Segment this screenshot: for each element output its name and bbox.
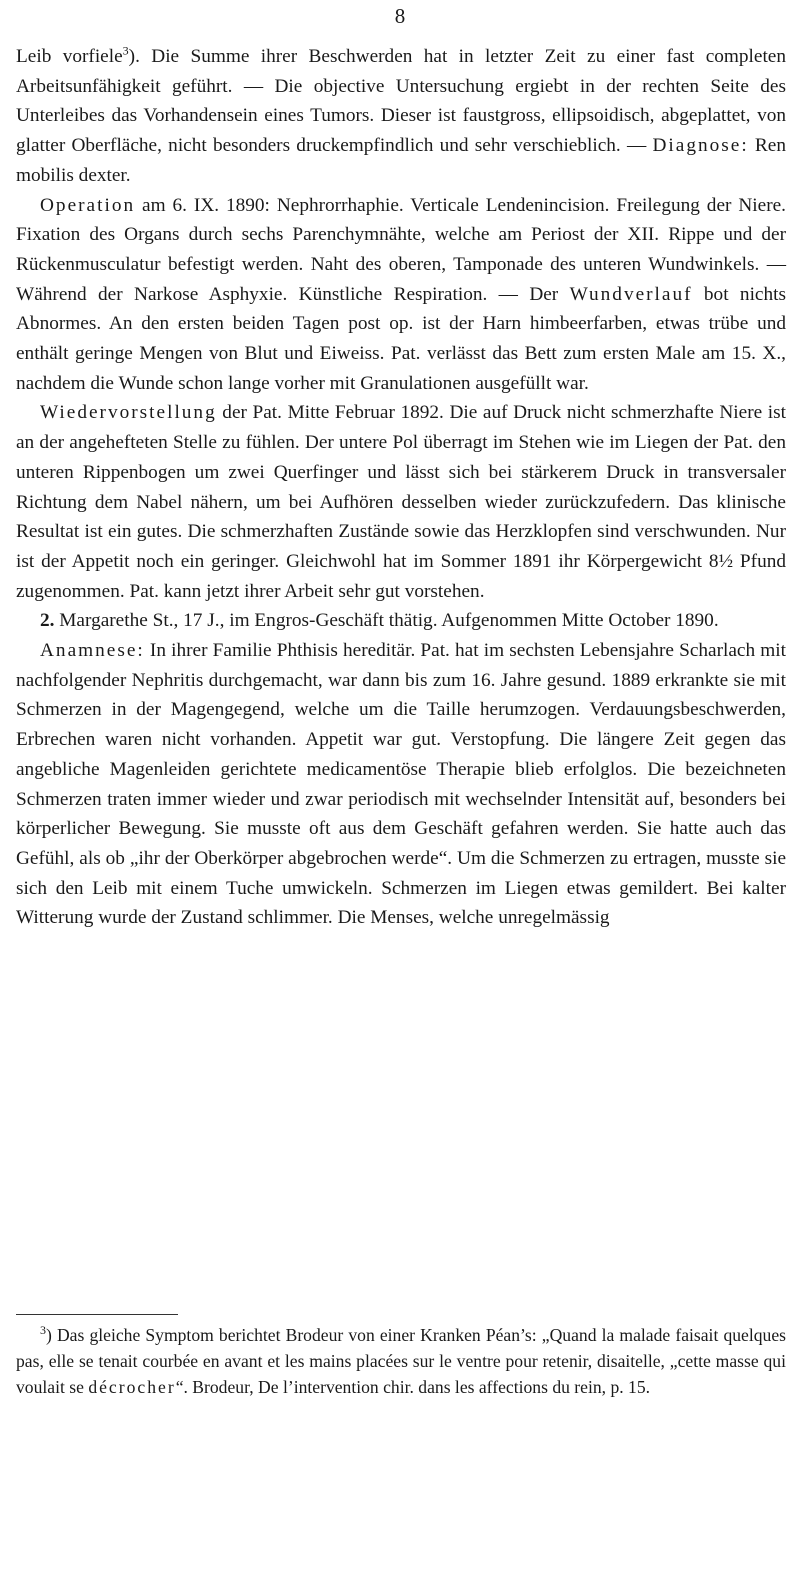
footnote-reference: 3 xyxy=(122,43,129,58)
footnote-marker: 3 xyxy=(40,1323,46,1338)
footnote-text xyxy=(16,1322,786,1401)
case-number: 2. xyxy=(40,610,55,632)
text-run: am 6. IX. 1890: Nephrorrhaphie. Verticale Lendenincision. Freilegung der Niere. Fixation des Organs durch sechs Parenchymnähte, welche am Periost der XII. Rippe und der Rückenmusculatur befestigt werden. Naht des oberen, Tamponade des unteren Wundwinkels. — Während der Narkose Asphyxie. Künstliche Respiration. — Der xyxy=(16,194,786,305)
body-text xyxy=(16,42,786,933)
paragraph-operation xyxy=(16,191,786,399)
paragraph-case-1-history xyxy=(16,42,786,191)
emphasized-word: décrocher xyxy=(88,1377,176,1398)
footnote-separator xyxy=(16,1314,178,1315)
section-label-anamnese: Anamnese: xyxy=(40,640,145,662)
text-run: “. Brodeur, De l’intervention chir. dans les affections du rein, p. 15. xyxy=(175,1377,651,1398)
text-run: Leib vorfiele xyxy=(16,46,123,67)
text-run: ) Das gleiche Symptom berichtet Brodeur von einer Kranken Péan’s: „Quand la malade faisait quelques pas, elle se tenait courbée en avant et les mains placées sur le ventre pour retenir, disaitelle, „cette masse qui voulait se xyxy=(16,1325,786,1398)
section-label-wiedervorstellung: Wiedervorstellung xyxy=(40,402,217,424)
text-run: bot nichts Abnormes. An den ersten beiden Tagen post op. ist der Harn himbeerfarben, etwas trübe und enthält geringe Mengen von Blut und Eiweiss. Pat. verlässt das Bett zum ersten Male am 15. X., nachdem die Wunde schon lange vorher mit Granulationen ausgefüllt war. xyxy=(16,283,786,394)
footnote xyxy=(16,1322,786,1401)
paragraph-wiedervorstellung xyxy=(16,398,786,606)
text-run: Margarethe St., 17 J., im Engros-Geschäft thätig. Aufgenommen Mitte October 1890. xyxy=(54,610,719,632)
paragraph-case-2-header xyxy=(16,606,786,636)
section-label-wundverlauf: Wundverlauf xyxy=(569,283,693,305)
section-label-operation: Operation xyxy=(40,194,136,216)
text-run: Ren mobilis dexter. xyxy=(16,135,786,186)
page-number: 8 xyxy=(394,4,406,28)
text-run: In ihrer Familie Phthisis hereditär. Pat. hat im sechsten Lebensjahre Scharlach mit nachfolgender Nephritis durchgemacht, war dann bis zum 16. Jahre gesund. 1889 erkrankte sie mit Schmerzen in der Magengegend, welche um die Taille herumzogen. Verdauungsbeschwerden, Erbrechen waren nicht vorhanden. Appetit war gut. Verstopfung. Die längere Zeit gegen das angebliche Magenleiden gerichtete medicamentöse Therapie blieb erfolglos. Die bezeichneten Schmerzen traten immer wieder und zwar periodisch mit wechselnder Intensität auf, besonders bei körperlicher Bewegung. Sie musste oft aus dem Geschäft gefahren werden. Sie hatte auch das Gefühl, als ob „ihr der Oberkörper abgebrochen werde“. Um die Schmerzen zu ertragen, musste sie sich den Leib mit einem Tuche umwickeln. Schmerzen im Liegen etwas gemildert. Bei kalter Witterung wurde der Zustand schlimmer. Die Menses, welche unregelmässig xyxy=(16,640,786,929)
section-label-diagnose: Diagnose: xyxy=(652,135,749,157)
text-run: ). Die Summe ihrer Beschwerden hat in letzter Zeit zu einer fast completen Arbeitsunfähigkeit geführt. — Die objective Untersuchung ergiebt in der rechten Seite des Unterleibes das Vorhandensein eines Tumors. Dieser ist faustgross, ellipsoidisch, abgeplattet, von glatter Oberfläche, nicht besonders druckempfindlich und sehr verschieblich. — xyxy=(16,46,786,157)
text-run: der Pat. Mitte Februar 1892. Die auf Druck nicht schmerzhafte Niere ist an der angehefteten Stelle zu fühlen. Der untere Pol überragt im Stehen wie im Liegen der Pat. den unteren Rippenbogen um zwei Querfinger und lässt sich bei stärkerem Druck in transversaler Richtung dem Nabel nähern, um bei Aufhören desselben wieder zurückzufedern. Das klinische Resultat ist ein gutes. Die schmerzhaften Zustände sowie das Herzklopfen sind verschwunden. Nur ist der Appetit noch ein geringer. Gleichwohl hat im Sommer 1891 ihr Körpergewicht 8½ Pfund zugenommen. Pat. kann jetzt ihrer Arbeit sehr gut vorstehen. xyxy=(16,402,786,602)
paragraph-anamnese xyxy=(16,636,786,933)
